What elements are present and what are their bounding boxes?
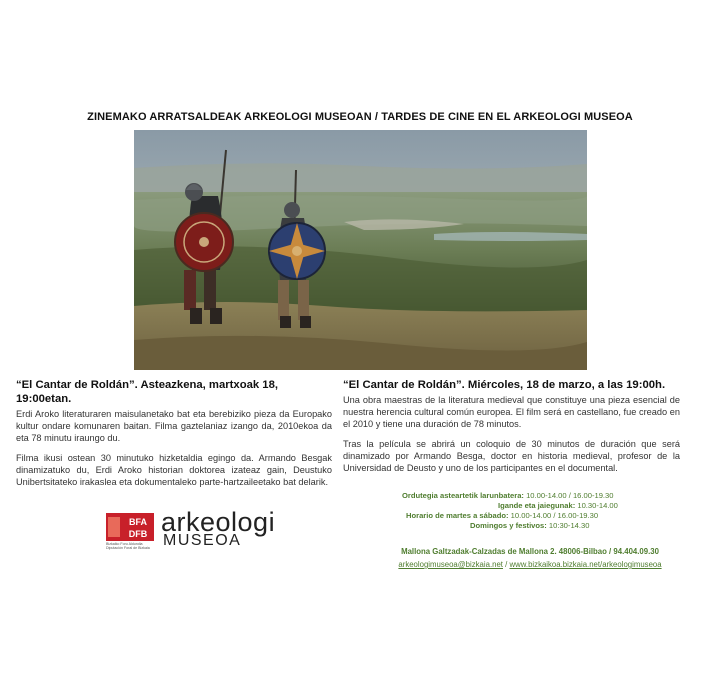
logo-badge-top: BFA xyxy=(129,517,147,527)
event-description-basque: Erdi Aroko literaturaren maisulanetako bat eta berebiziko pieza da Europako kultur ondare komunaren baitan. Filma gaztelaniaz izango da, 2010ekoa da eta 78 minutu iraungo du. xyxy=(16,409,332,444)
event-description-spanish: Una obra maestras de la literatura medieval que constituye una pieza esencial de nuestra herencia cultural común europea. El film será en castellano, fue creado en el 2010 y tiene una duración de 78 minutos. xyxy=(343,395,680,430)
hours-row: Ordutegia asteartetik larunbatera: 10.00-14.00 / 16.00-19.30 xyxy=(402,491,614,500)
museum-address: Mallona Galtzadak-Calzadas de Mallona 2. 48006-Bilbao / 94.404.09.30 xyxy=(401,547,659,556)
contact-separator: / xyxy=(502,560,510,569)
event-heading-basque: “El Cantar de Roldán”. Asteazkena, martxoak 18, 19:00etan. xyxy=(16,379,279,405)
contact-links xyxy=(0,560,720,569)
email-link[interactable]: arkeologimuseoa@bizkaia.net xyxy=(398,560,503,569)
logo-subtitle: MUSEOA xyxy=(163,532,242,549)
event-discussion-spanish: Tras la película se abrirá un coloquio de 30 minutos de duración que será dinamizado por Armando Besga, doctor en historia medieval, profesor de la Universidad de Deusto y uno de los participantes en el documental. xyxy=(343,438,680,474)
logo-agency-line1: Bizkaiko Foru Aldundia xyxy=(106,542,143,546)
opening-hours xyxy=(402,491,692,531)
logo-badge-bottom: DFB xyxy=(128,529,148,539)
knights-landscape-image xyxy=(134,130,587,370)
column-basque xyxy=(16,378,332,495)
arkeologi-museoa-logo xyxy=(106,507,286,552)
logo-agency-line2: Diputación Foral de Bizkaia xyxy=(106,546,150,551)
hero-image xyxy=(134,130,587,370)
event-discussion-basque: Filma ikusi ostean 30 minutuko hizketaldia egingo da. Armando Besgak dinamizatuko du, Erdi Aroko historian doktorea izateaz gain, Deustuko Unibertsitateko irakaslea eta dokumentaleko parte-hartzaileetako bat delarik. xyxy=(16,452,332,488)
hours-row: Horario de martes a sábado: 10.00-14.00 / 16.00-19.30 xyxy=(406,511,599,520)
hours-row: Igande eta jaiegunak: 10.30-14.00 xyxy=(498,501,618,510)
hours-row: Domingos y festivos: 10:30-14.30 xyxy=(470,521,590,530)
event-heading-spanish: “El Cantar de Roldán”. Miércoles, 18 de marzo, a las 19:00h. xyxy=(343,379,666,391)
website-link[interactable]: www.bizkaikoa.bizkaia.net/arkeologimuseoa xyxy=(509,560,662,569)
logo-wordmark: arkeologi xyxy=(161,507,276,537)
page-title: ZINEMAKO ARRATSALDEAK ARKEOLOGI MUSEOAN / TARDES DE CINE EN EL ARKEOLOGI MUSEOA xyxy=(87,111,633,123)
bfa-dfb-logo-icon xyxy=(106,513,154,541)
column-spanish xyxy=(343,378,680,481)
